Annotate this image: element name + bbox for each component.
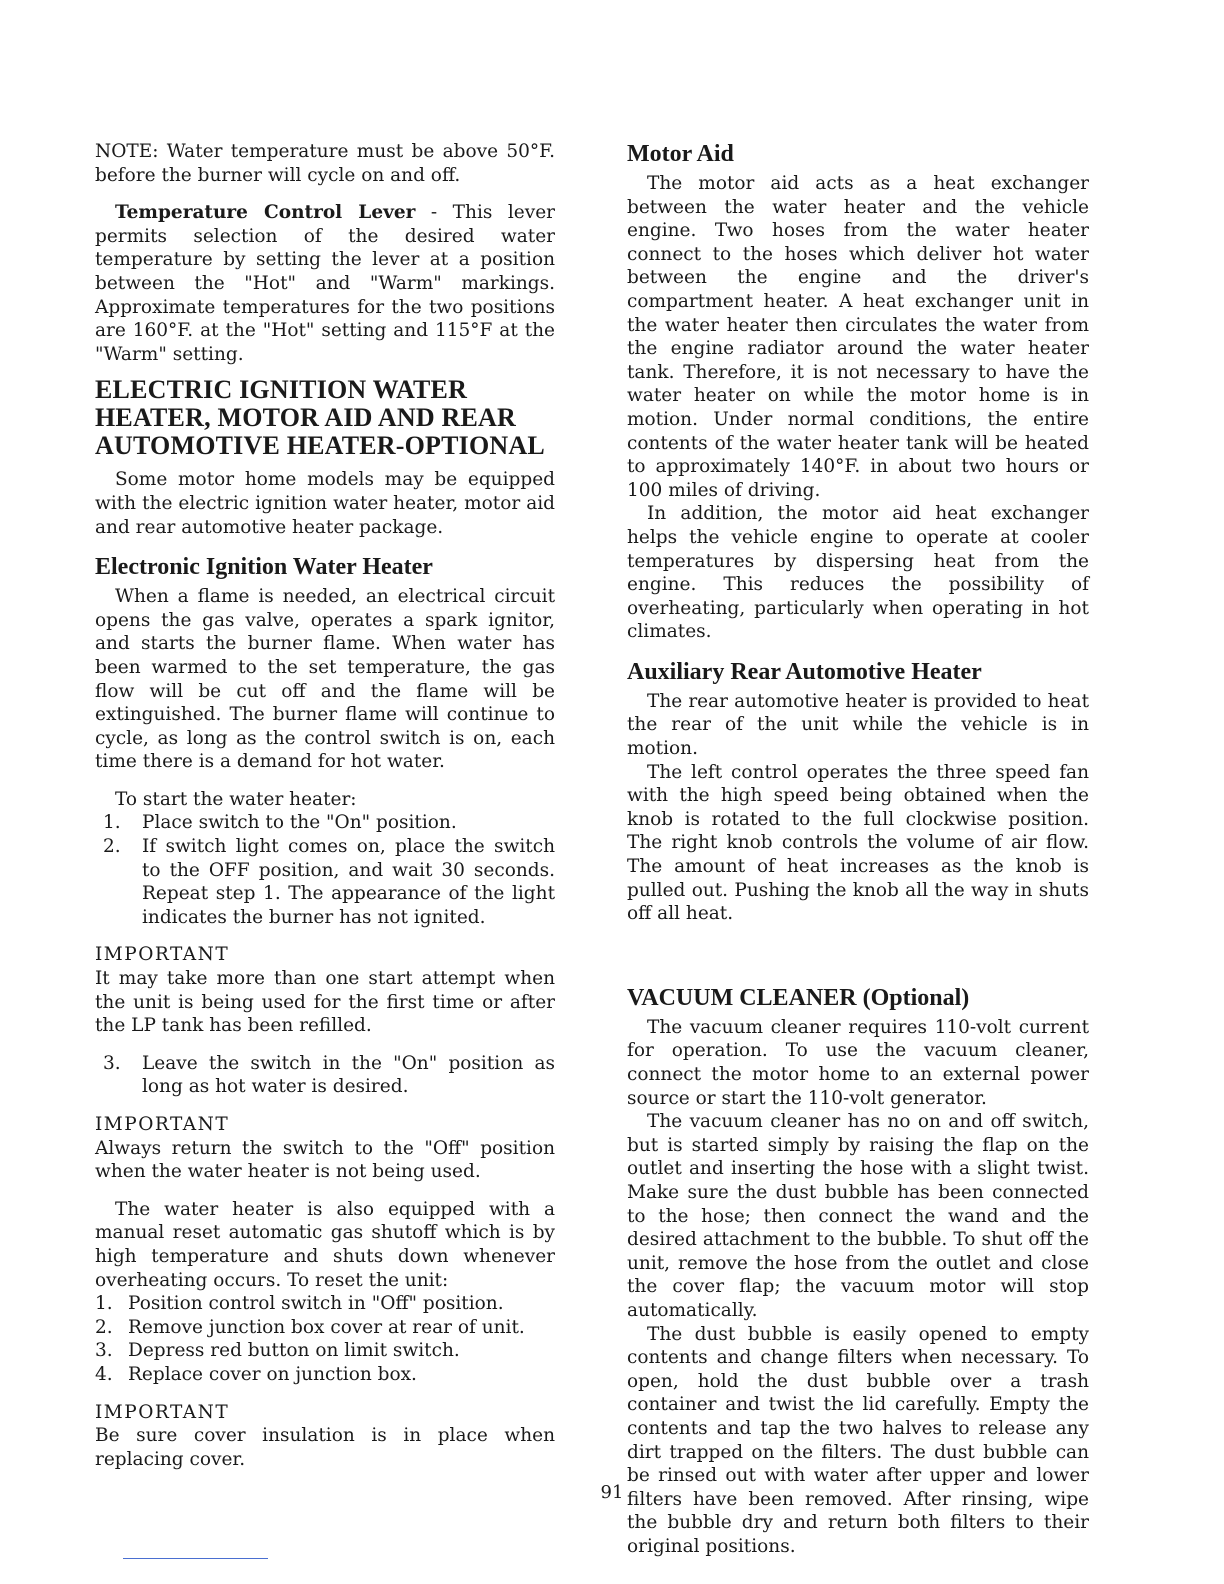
vacuum-heading: VACUUM CLEANER (Optional): [627, 984, 970, 1011]
left-column: [95, 140, 555, 1471]
motor-aid-paragraph-2: In addition, the motor aid heat exchanger helps the vehicle engine to operate at cooler temperatures by dispersing heat from the engine. This reduces the possibility of overheating, particularly when operating in hot climates.: [627, 503, 1089, 643]
aux-heater-paragraph-1: The rear automotive heater is provided to heat the rear of the unit while the vehicle is in motion.: [627, 690, 1089, 760]
main-heading-line-3: AUTOMOTIVE HEATER-OPTIONAL: [95, 431, 545, 461]
main-heading-line-1: ELECTRIC IGNITION WATER: [95, 375, 468, 405]
important-text-2: Always return the switch to the "Off" position when the water heater is not being used.: [95, 1137, 555, 1183]
eiwh-paragraph: When a flame is needed, an electrical circuit opens the gas valve, operates a spark ignitor, and starts the burner flame. When water has been warmed to the set temperature, the gas flow will be cut off and the flame will be extinguished. The burner flame will continue to cycle, as long as the control switch is on, each time there is a demand for hot water.: [95, 586, 555, 773]
important-label-2: IMPORTANT: [95, 1114, 230, 1135]
important-text-1: It may take more than one start attempt when the unit is being used for the first time or after the LP tank has been refilled.: [95, 968, 555, 1037]
main-heading-line-2: HEATER, MOTOR AID AND REAR: [95, 403, 517, 433]
list-item: 4. Replace cover on junction box.: [95, 1363, 417, 1385]
right-column: [627, 140, 1089, 1558]
list-item: 1. Position control switch in "Off" position.: [95, 1293, 504, 1315]
aux-heater-heading: Auxiliary Rear Automotive Heater: [627, 658, 982, 685]
list-item: 2. Remove junction box cover at rear of unit.: [95, 1316, 525, 1338]
motor-aid-paragraph-1: The motor aid acts as a heat exchanger between the water heater and the vehicle engine. Two hoses from the water heater connect to the hoses which deliver hot water between the engine and the driver's compartment heater. A heat exchanger unit in the water heater then circulates the water from the engine radiator around the water heater tank. Therefore, it is not necessary to have the water heater on while the motor home is in motion. Under normal conditions, the entire contents of the water heater tank will be heated to approximately 140°F. in about two hours or 100 miles of driving.: [627, 173, 1089, 501]
vacuum-paragraph-1: The vacuum cleaner requires 110-volt current for operation. To use the vacuum cleaner, connect the motor home to an external power source or start the 110-volt generator.: [627, 1016, 1089, 1109]
note-paragraph: NOTE: Water temperature must be above 50°F. before the burner will cycle on and off.: [95, 141, 555, 186]
start-intro: To start the water heater:: [115, 788, 357, 810]
important-label-3: IMPORTANT: [95, 1401, 230, 1423]
list-item: 1. Place switch to the "On" position.: [103, 812, 457, 834]
temp-lever-text: - This lever permits selection of the desired water temperature by setting the lever at a position between the "Hot" and "Warm" markings. Approximate temperatures for the two positions are 160°F. at the "Hot" setting and 115°F at the "Warm" setting.: [95, 202, 555, 365]
start-steps-list: [95, 811, 555, 929]
temp-lever-title: Temperature Control Lever: [115, 202, 416, 224]
step-3-list: [95, 1052, 555, 1099]
vacuum-paragraph-2: The vacuum cleaner has no on and off switch, but is started simply by raising the flap on the outlet and inserting the hose with a slight twist. Make sure the dust bubble has been connected to the hose; then connect the wand and the desired attachment to the bubble. To shut off the unit, remove the hose from the outlet and close the cover flap; the vacuum motor will stop automatically.: [627, 1111, 1089, 1321]
reset-intro-paragraph: The water heater is also equipped with a manual reset automatic gas shutoff which is by high temperature and shuts down whenever overheating occurs. To reset the unit:: [95, 1198, 555, 1291]
reset-steps-list: [95, 1292, 555, 1386]
important-label-1: IMPORTANT: [95, 944, 230, 966]
important-text-3: Be sure cover insulation is in place when replacing cover.: [95, 1425, 555, 1470]
motor-aid-heading: Motor Aid: [627, 141, 734, 167]
list-item: 2. If switch light comes on, place the switch to the OFF position, and wait 30 seconds. Repeat step 1. The appearance of the light indicates the burner has not ignited.: [103, 836, 555, 928]
intro-paragraph: Some motor home models may be equipped with the electric ignition water heater, motor aid and rear automotive heater package.: [95, 469, 555, 538]
eiwh-heading: Electronic Ignition Water Heater: [95, 554, 433, 581]
temp-lever-paragraph: [95, 201, 555, 366]
page-number: 91: [600, 1482, 624, 1503]
footer-rule: [123, 1558, 268, 1559]
main-section-heading: [95, 376, 555, 460]
list-item: 3. Leave the switch in the "On" position as long as hot water is desired.: [103, 1052, 555, 1098]
list-item: 3. Depress red button on limit switch.: [95, 1340, 460, 1362]
vacuum-paragraph-3: The dust bubble is easily opened to empty contents and change filters when necessary. To open, hold the dust bubble over a trash container and twist the lid carefully. Empty the contents and tap the two halves to release any dirt trapped on the filters. The dust bubble can be rinsed out with water after upper and lower filters have been removed. After rinsing, wipe the bubble dry and return both filters to their original positions.: [627, 1323, 1089, 1557]
aux-heater-paragraph-2: The left control operates the three speed fan with the high speed being obtained when the knob is rotated to the full clockwise position. The right knob controls the volume of air flow. The amount of heat increases as the knob is pulled out. Pushing the knob all the way in shuts off all heat.: [627, 761, 1089, 925]
